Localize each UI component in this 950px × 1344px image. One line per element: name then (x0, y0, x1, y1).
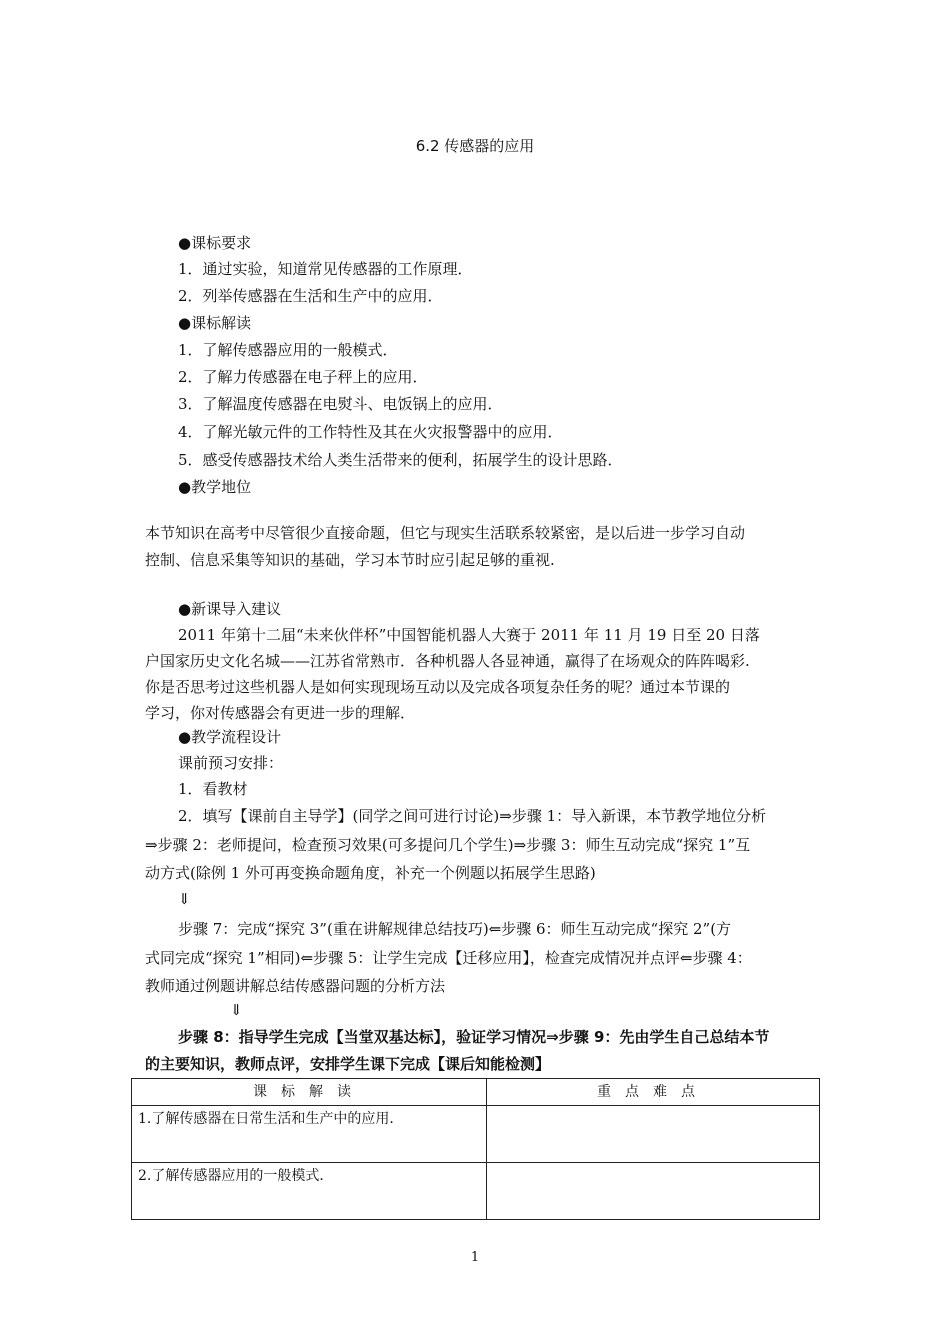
table-cell: 1.了解传感器在日常生活和生产中的应用． (132, 1106, 487, 1163)
section-heading-requirements: ●课标要求 (178, 234, 252, 252)
list-item: 5．感受传感器技术给人类生活带来的便利，拓展学生的设计思路． (178, 451, 623, 469)
list-item: 1．看教材 (178, 780, 248, 798)
section-heading-flow: ●教学流程设计 (178, 728, 282, 746)
page-number: 1 (470, 1250, 480, 1265)
paragraph-line: 控制、信息采集等知识的基础，学习本节时应引起足够的重视. (145, 551, 555, 569)
table-header-cell: 课标解读 (132, 1079, 487, 1106)
paragraph-line: 2011 年第十二届“未来伙伴杯”中国智能机器人大赛于 2011 年 11 月 19 日至 20 日落 (178, 626, 760, 644)
section-heading-position: ●教学地位 (178, 478, 252, 496)
paragraph-line: ⇒步骤 2：老师提问，检查预习效果(可多提问几个学生)⇒步骤 3：师生互动完成“探究 1”互 (145, 836, 751, 854)
table-header-cell: 重点难点 (487, 1079, 820, 1106)
paragraph-line: 课前预习安排： (178, 754, 284, 772)
table-row (132, 1163, 820, 1220)
paragraph-line: 动方式(除例 1 外可再变换命题角度，补充一个例题以拓展学生思路) (145, 864, 596, 882)
list-item: 3．了解温度传感器在电熨斗、电饭锅上的应用． (178, 395, 503, 413)
down-arrow-icon: ⇓ (178, 890, 191, 908)
list-item: 4．了解光敏元件的工作特性及其在火灾报警器中的应用． (178, 423, 563, 441)
list-item: 2．了解力传感器在电子秤上的应用． (178, 368, 428, 386)
table-cell (487, 1163, 820, 1220)
page-title: 6.2 传感器的应用 (415, 137, 535, 155)
section-heading-interpretation: ●课标解读 (178, 314, 252, 332)
paragraph-line: 本节知识在高考中尽管很少直接命题，但它与现实生活联系较紧密，是以后进一步学习自动 (145, 524, 746, 542)
paragraph-line: 2．填写【课前自主导学】(同学之间可进行讨论)⇒步骤 1：导入新课，本节教学地位分析 (178, 807, 767, 825)
table-cell (487, 1106, 820, 1163)
list-item: 1．了解传感器应用的一般模式． (178, 341, 398, 359)
list-item: 1．通过实验，知道常见传感器的工作原理． (178, 260, 473, 278)
paragraph-line: 步骤 8：指导学生完成【当堂双基达标】，验证学习情况⇒步骤 9：先由学生自己总结本节 (178, 1028, 770, 1046)
table-cell: 2.了解传感器应用的一般模式． (132, 1163, 487, 1220)
section-heading-intro: ●新课导入建议 (178, 600, 282, 618)
table-header-row (132, 1079, 820, 1106)
paragraph-line: 步骤 7：完成“探究 3”(重在讲解规律总结技巧)⇐步骤 6：师生互动完成“探究 2”(方 (178, 920, 732, 938)
table-row (132, 1106, 820, 1163)
paragraph-line: 学习，你对传感器会有更进一步的理解． (145, 704, 416, 722)
paragraph-line: 你是否思考过这些机器人是如何实现现场互动以及完成各项复杂任务的呢？通过本节课的 (145, 678, 731, 696)
list-item: 2．列举传感器在生活和生产中的应用． (178, 287, 443, 305)
paragraph-line: 式同完成“探究 1”相同)⇐步骤 5：让学生完成【迁移应用】，检查完成情况并点评⇐步骤 4： (145, 949, 752, 967)
paragraph-line: 教师通过例题讲解总结传感器问题的分析方法 (145, 977, 446, 995)
objectives-table (131, 1078, 820, 1220)
paragraph-line: 的主要知识，教师点评，安排学生课下完成【课后知能检测】 (145, 1055, 551, 1073)
down-arrow-icon: ⇓ (230, 1001, 243, 1019)
paragraph-line: 户国家历史文化名城——江苏省常熟市．各种机器人各显神通，赢得了在场观众的阵阵喝彩. (145, 652, 750, 670)
